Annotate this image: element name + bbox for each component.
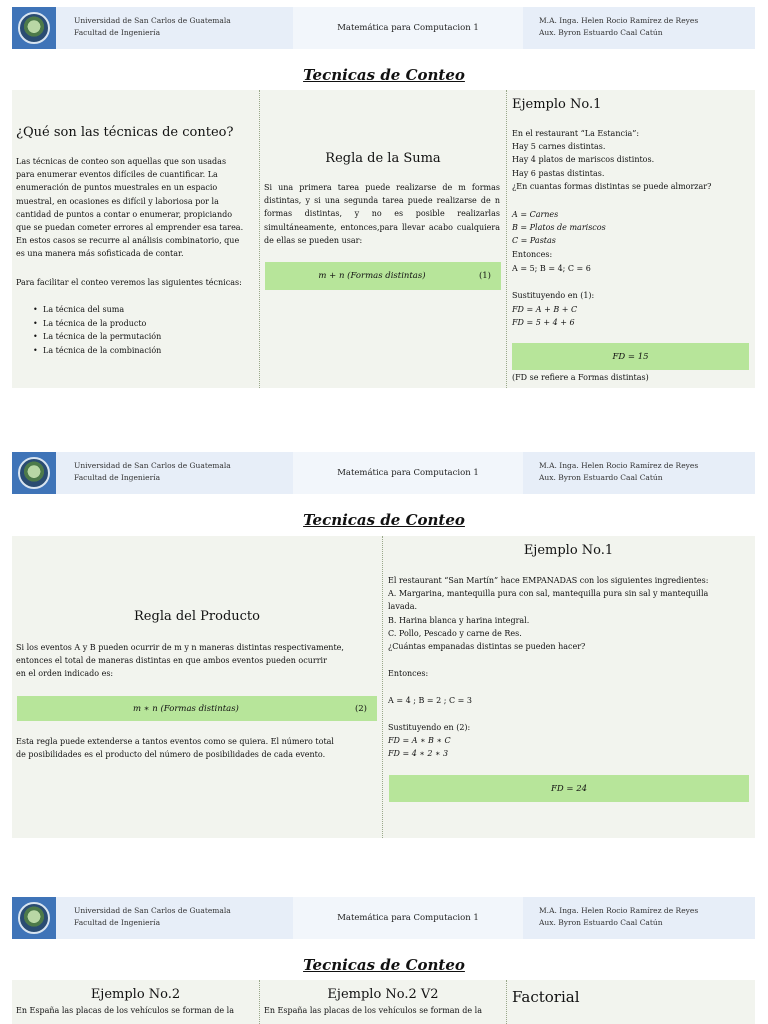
professor-name: M.A. Inga. Helen Rocio Ramírez de Reyes <box>539 461 699 470</box>
fd-substituted: FD = 5 + 4 + 6 <box>512 318 575 327</box>
text-line: entonces el total de maneras distintas en que ambos eventos pueden ocurrir <box>16 656 327 666</box>
text-line: ¿Cuántas empanadas distintas se pueden hacer? <box>388 642 586 652</box>
product-rule-text <box>16 641 378 681</box>
text-line: de posibilidades es el producto del número de posibilidades de cada evento. <box>16 750 326 760</box>
sum-rule-heading: Regla de la Suma <box>325 151 441 166</box>
text-line: Hay 4 platos de mariscos distintos. <box>512 155 655 165</box>
text-line: C. Pollo, Pescado y carne de Res. <box>388 628 522 638</box>
example1-heading: Ejemplo No.1 <box>523 543 614 558</box>
text-line: B. Harina blanca y harina integral. <box>388 615 530 625</box>
university-name: Universidad de San Carlos de Guatemala <box>74 461 231 470</box>
text-line: El restaurant “San Martín” hace EMPANADAS con los siguientes ingredientes: <box>388 576 709 585</box>
faculty-name: Facultad de Ingeniería <box>74 28 161 37</box>
text-line: B = Platos de mariscos <box>512 223 606 233</box>
assistant-name: Aux. Byron Estuardo Caal Catún <box>539 473 663 482</box>
university-name: Universidad de San Carlos de Guatemala <box>74 16 231 25</box>
faculty-name: Facultad de Ingeniería <box>74 918 161 927</box>
divider <box>506 980 507 1024</box>
values-line: A = 5; B = 4; C = 6 <box>512 264 591 273</box>
example2v2-heading: Ejemplo No.2 V2 <box>327 987 439 1002</box>
sum-formula-box <box>265 262 501 290</box>
example1-statement <box>512 127 752 193</box>
entonces-label: Entonces: <box>388 669 429 678</box>
text-line: Esta regla puede extenderse a tantos eventos como se quiera. El número total <box>16 737 334 746</box>
fd-formula: FD = A + B + C <box>512 305 578 314</box>
slide1-header <box>12 7 755 49</box>
text-line: A. Margarina, mantequilla pura con sal, mantequilla pura sin sal y mantequilla <box>388 589 709 599</box>
product-extension-text <box>16 735 378 761</box>
values-line: A = 4 ; B = 2 ; C = 3 <box>388 696 472 705</box>
list-item: • La técnica de la permutación <box>16 330 246 344</box>
example2v2-text: En España las placas de los vehículos se forman de la <box>264 1006 482 1015</box>
university-logo <box>12 7 56 49</box>
divider <box>506 90 507 388</box>
product-formula: m ∗ n (Formas distintas) <box>133 703 239 714</box>
slide3-title: Tecnicas de Conteo <box>303 956 465 974</box>
example2-text: En España las placas de los vehículos se forman de la <box>16 1006 234 1015</box>
text-line: lavada. <box>388 602 418 612</box>
result-box <box>389 775 749 802</box>
entonces-label: Entonces: <box>512 250 553 259</box>
seal-icon <box>18 902 50 934</box>
example2-heading: Ejemplo No.2 <box>90 987 181 1002</box>
seal-icon <box>18 457 50 489</box>
factorial-heading: Factorial <box>512 988 580 1006</box>
result-value: FD = 15 <box>612 351 649 362</box>
list-item: • La técnica de la combinación <box>16 344 246 358</box>
text-line: ¿En cuantas formas distintas se puede almorzar? <box>512 181 712 191</box>
university-logo <box>12 452 56 494</box>
techniques-intro: Para facilitar el conteo veremos las siguientes técnicas: <box>16 278 242 287</box>
fd-formula: FD = A ∗ B ∗ C <box>388 736 451 745</box>
university-logo <box>12 897 56 939</box>
example1-heading: Ejemplo No.1 <box>512 97 602 112</box>
product-rule-heading: Regla del Producto <box>134 609 260 624</box>
slide2-title: Tecnicas de Conteo <box>303 511 465 529</box>
text-line: Hay 5 carnes distintas. <box>512 142 606 152</box>
text-line: C = Pastas <box>512 236 556 246</box>
definitions <box>512 208 606 248</box>
definition-text: Las técnicas de conteo son aquellas que son usadas para enumerar eventos difíciles de cuantificar. La enumeración de puntos muestrales en un espacio muestral, en ocasiones es difícil y laboriosa por la cantidad de puntos a contar o enumerar, propiciando que se puedan cometer errores al emprender esa tarea. En estos casos se recurre al análisis combinatorio, que es una manera más sofisticada de contar. <box>16 157 244 259</box>
course-name: Matemática para Computacion 1 <box>293 7 523 49</box>
text-line: En el restaurant “La Estancia”: <box>512 129 640 138</box>
text-line: en el orden indicado es: <box>16 669 114 679</box>
assistant-name: Aux. Byron Estuardo Caal Catún <box>539 918 663 927</box>
sum-rule-text: Si una primera tarea puede realizarse de m formas distintas, y si una segunda tarea puede realizarse de n formas distintas, y no es posible realizarlas simultáneamente, entonces,para llevar acabo cualquiera de ellas se pueden usar: <box>264 183 500 245</box>
product-formula-box <box>17 696 377 721</box>
professor-name: M.A. Inga. Helen Rocio Ramírez de Reyes <box>539 906 699 915</box>
university-name: Universidad de San Carlos de Guatemala <box>74 906 231 915</box>
text-line: A = Carnes <box>512 210 559 219</box>
substitution-label: Sustituyendo en (2): <box>388 723 471 732</box>
fd-substituted: FD = 4 ∗ 2 ∗ 3 <box>388 749 449 758</box>
substitution-label: Sustituyendo en (1): <box>512 291 595 300</box>
result-value: FD = 24 <box>550 783 588 794</box>
slide3-header <box>12 897 755 939</box>
divider <box>382 536 383 838</box>
result-box <box>512 343 749 370</box>
text-line: Si los eventos A y B pueden ocurrir de m y n maneras distintas respectivamente, <box>16 643 344 652</box>
question-heading: ¿Qué son las técnicas de conteo? <box>16 125 234 140</box>
slide1-title: Tecnicas de Conteo <box>303 66 465 84</box>
course-name: Matemática para Computacion 1 <box>293 452 523 494</box>
divider <box>259 90 260 388</box>
list-item: • La técnica de la producto <box>16 317 246 331</box>
fd-note: (FD se refiere a Formas distintas) <box>512 373 649 382</box>
faculty-name: Facultad de Ingeniería <box>74 473 161 482</box>
sum-formula: m + n (Formas distintas) <box>318 271 426 281</box>
text-line: Hay 6 pastas distintas. <box>512 168 605 178</box>
example1-statement <box>388 574 750 653</box>
slide2-header <box>12 452 755 494</box>
equation-number: (2) <box>354 703 367 714</box>
professor-name: M.A. Inga. Helen Rocio Ramírez de Reyes <box>539 16 699 25</box>
course-name: Matemática para Computacion 1 <box>293 897 523 939</box>
equation-number: (1) <box>478 271 491 281</box>
assistant-name: Aux. Byron Estuardo Caal Catún <box>539 28 663 37</box>
seal-icon <box>18 12 50 44</box>
list-item: • La técnica del suma <box>16 303 246 317</box>
techniques-list <box>16 303 246 357</box>
